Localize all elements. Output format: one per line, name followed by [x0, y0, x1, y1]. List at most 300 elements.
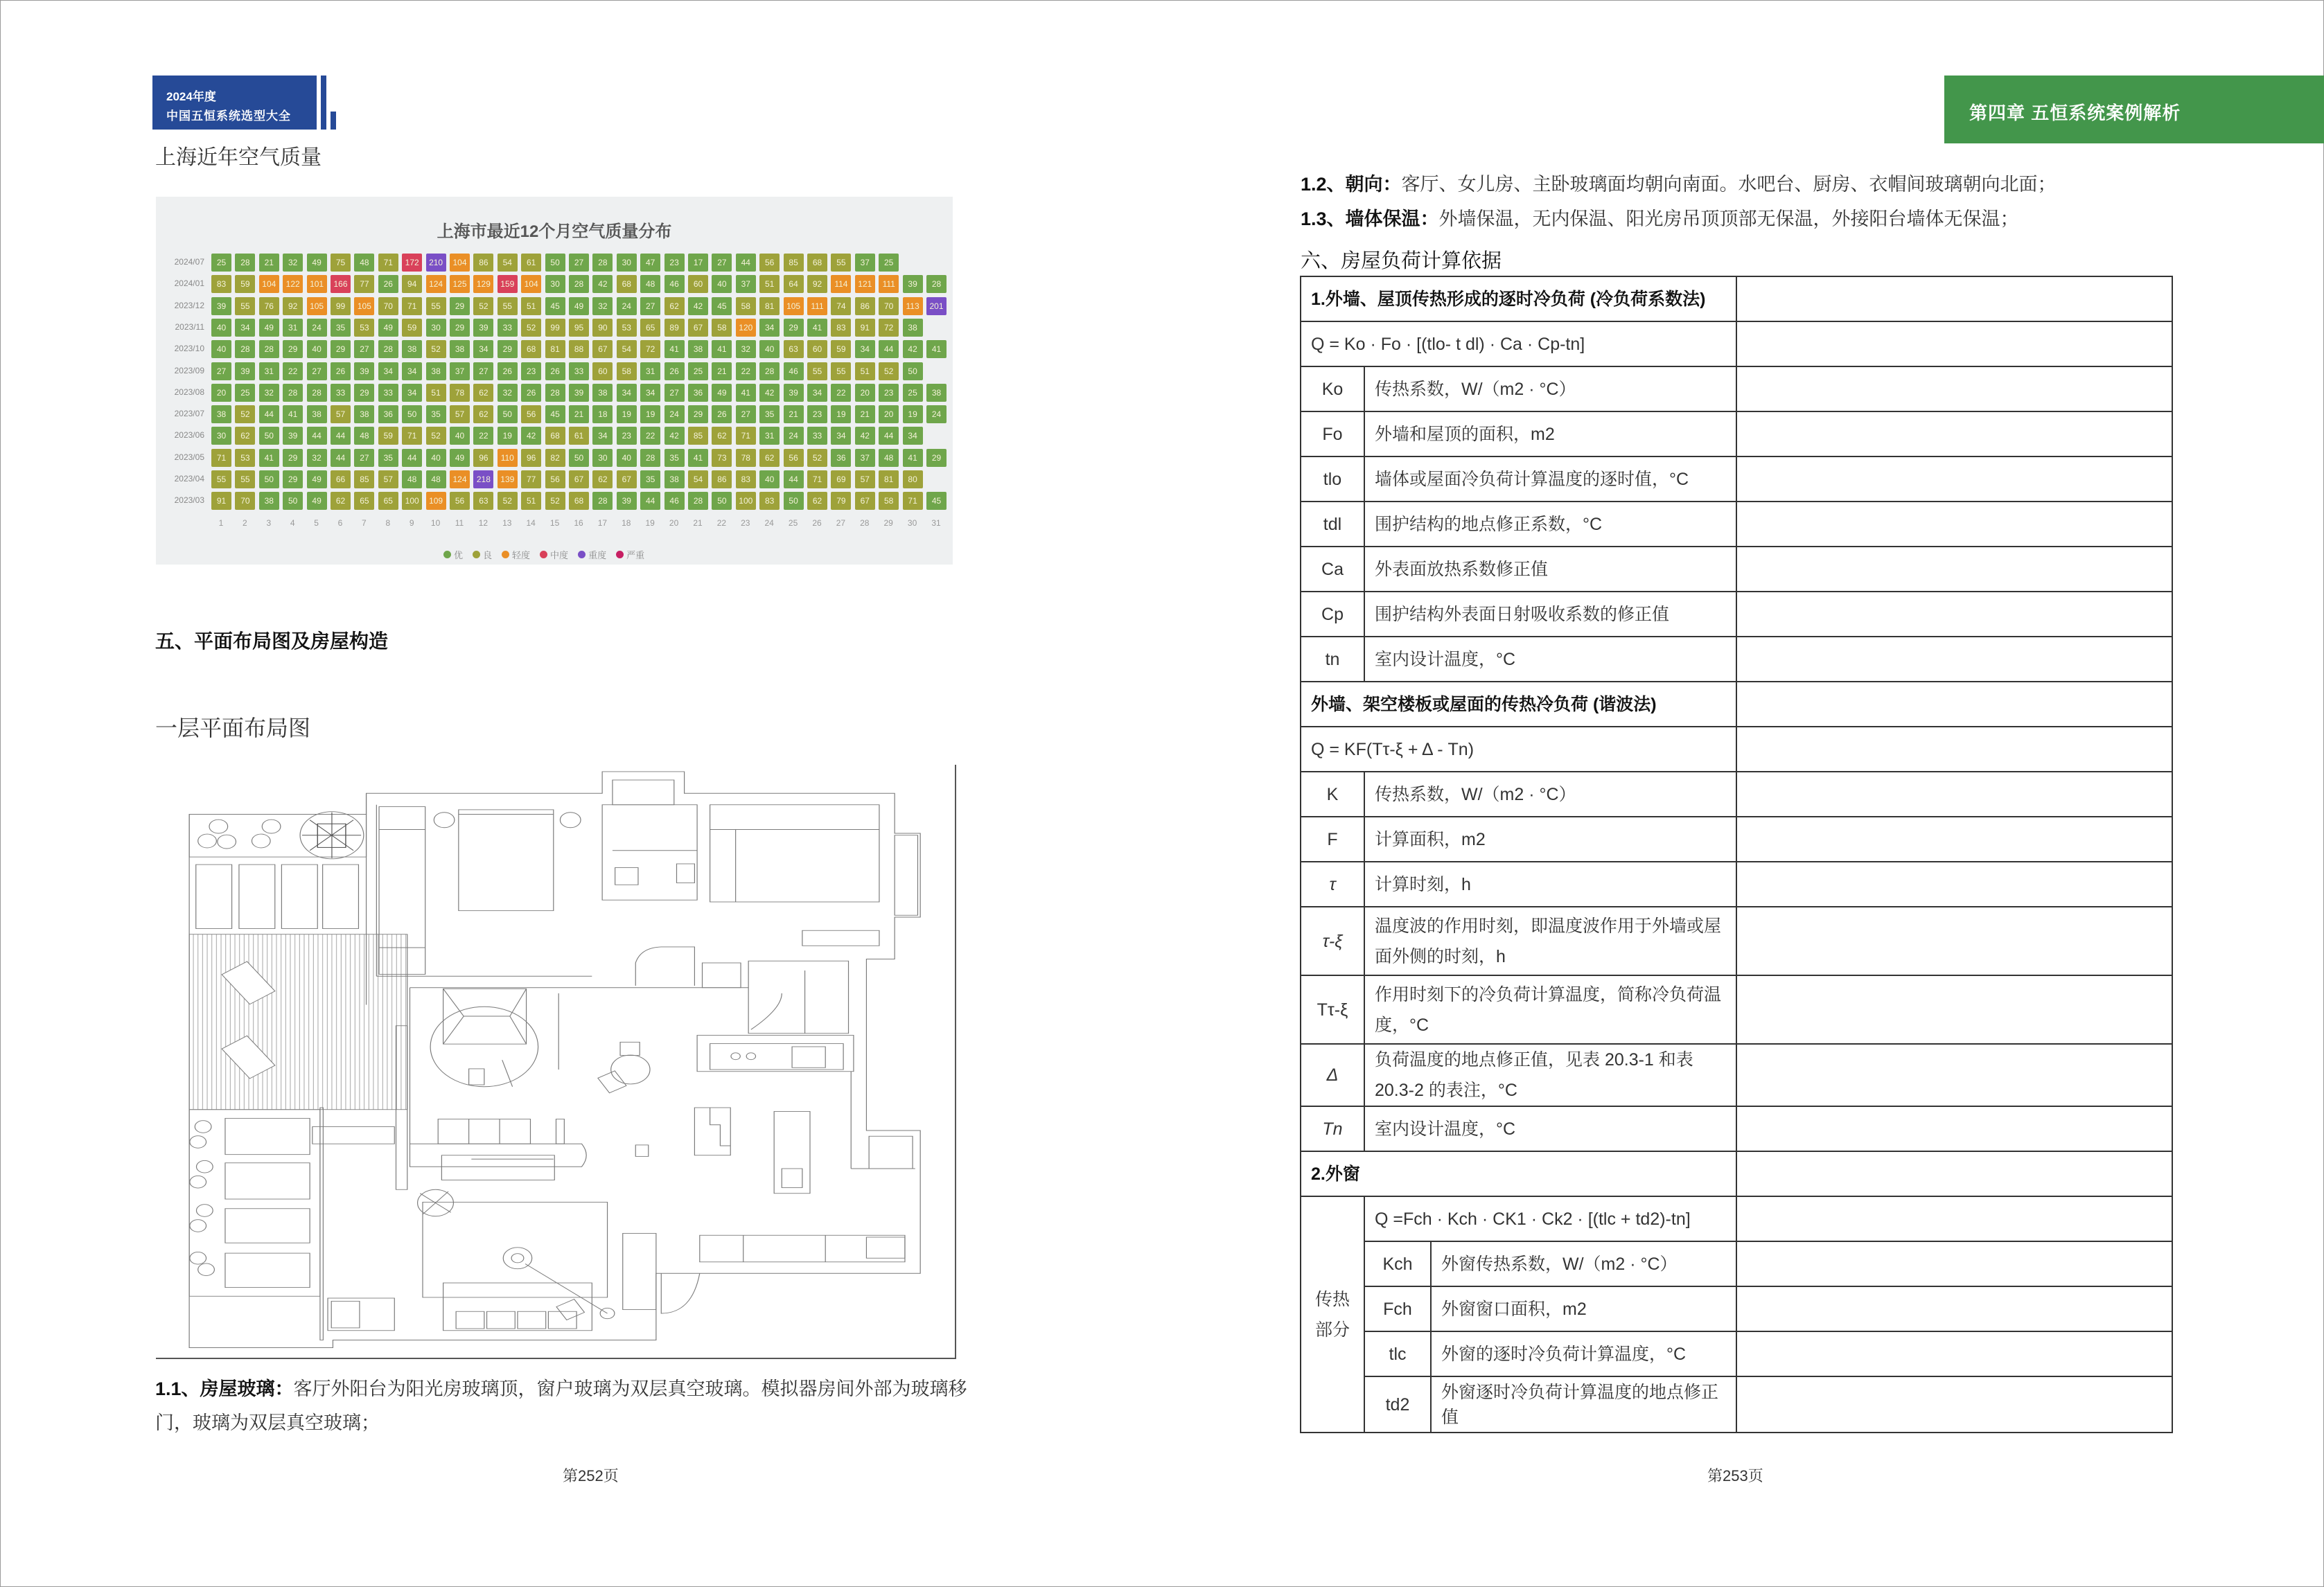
- paragraph-text-line2: 门，玻璃为双层真空玻璃；: [155, 1412, 380, 1433]
- heatmap-cell: 109: [426, 492, 446, 510]
- heatmap-cell: 51: [855, 362, 875, 380]
- heatmap-cell: 34: [617, 384, 637, 402]
- heatmap-cell: 40: [759, 470, 780, 488]
- symbol-cell: Fo: [1301, 411, 1364, 456]
- heatmap-cell: 79: [831, 492, 851, 510]
- symbol-cell: Δ: [1301, 1044, 1364, 1106]
- legend-label: 严重: [626, 550, 645, 560]
- description-cell: 墙体或屋面冷负荷计算温度的逐时值，°C: [1364, 456, 1736, 502]
- heatmap-cell: 21: [259, 254, 279, 272]
- heatmap-cell: 57: [450, 405, 470, 423]
- symbol-cell: K: [1301, 772, 1364, 817]
- heatmap-cell: 37: [855, 449, 875, 467]
- heatmap-cell: 71: [903, 492, 923, 510]
- x-tick-label: 2: [243, 517, 247, 528]
- legend-dot-icon: [578, 551, 586, 558]
- heatmap-cell: 49: [378, 319, 398, 337]
- table-row: [1301, 592, 2172, 637]
- x-tick-label: 8: [385, 517, 391, 528]
- heatmap-cell: 105: [307, 297, 327, 315]
- heatmap-cell: 52: [235, 405, 255, 423]
- legend-label: 重度: [588, 550, 607, 560]
- heatmap-cell: 38: [354, 405, 374, 423]
- heatmap-cell: 32: [259, 384, 279, 402]
- heatmap-cell: 95: [569, 319, 589, 337]
- heatmap-cell: 96: [521, 449, 541, 467]
- heatmap-cell: 71: [402, 297, 422, 315]
- heatmap-cell: 201: [926, 297, 947, 315]
- heatmap-cell: 62: [235, 427, 255, 445]
- heatmap-cell: 28: [592, 492, 613, 510]
- heatmap-cell: 56: [784, 449, 804, 467]
- x-tick-label: 4: [290, 517, 295, 528]
- heatmap-cell: 41: [926, 340, 947, 358]
- heatmap-cell: 46: [664, 492, 685, 510]
- heatmap-cell: 29: [498, 340, 518, 358]
- heatmap-cell: 81: [879, 470, 899, 488]
- symbol-cell: Cp: [1301, 592, 1364, 637]
- heatmap-cell: 81: [545, 340, 565, 358]
- heatmap-cell: 55: [831, 254, 851, 272]
- heatmap-cell: 24: [664, 405, 685, 423]
- heatmap-cell: 172: [402, 254, 422, 272]
- x-tick-label: 30: [907, 517, 917, 528]
- empty-value-cell: [1736, 862, 2172, 907]
- heatmap-cell: 88: [569, 340, 589, 358]
- heatmap-cell: 58: [712, 319, 732, 337]
- x-tick-label: 31: [931, 517, 941, 528]
- heatmap-cell: 27: [736, 405, 756, 423]
- heatmap-cell: 58: [879, 492, 899, 510]
- heatmap-cell: 113: [903, 297, 923, 315]
- description-cell: 外窗传热系数，W/（m2 · °C）: [1431, 1241, 1736, 1286]
- kitchen-counter: [697, 1036, 854, 1072]
- heatmap-cell: 44: [879, 340, 899, 358]
- heatmap-cell: 28: [759, 362, 780, 380]
- heatmap-cell: 17: [688, 254, 708, 272]
- x-tick-label: 10: [430, 517, 441, 528]
- heatmap-cell: 111: [807, 297, 827, 315]
- heatmap-cell: 62: [759, 449, 780, 467]
- table-row: [1301, 321, 2172, 366]
- x-tick-label: 7: [362, 517, 367, 528]
- heatmap-cell: 71: [807, 470, 827, 488]
- heatmap-cell: 48: [354, 254, 374, 272]
- heatmap-cell: 27: [354, 449, 374, 467]
- heatmap-cell: 46: [664, 275, 685, 293]
- banner-decor-bar: [321, 76, 326, 130]
- group-label-cell: 传热部分: [1301, 1196, 1364, 1433]
- heatmap-cell: 19: [903, 405, 923, 423]
- heatmap-cell: 83: [736, 470, 756, 488]
- heatmap-cell: 49: [450, 449, 470, 467]
- x-tick-label: 27: [836, 517, 846, 528]
- section6-heading: 六、房屋负荷计算依据: [1301, 250, 1502, 272]
- heatmap-cell: 27: [211, 362, 231, 380]
- empty-value-cell: [1736, 817, 2172, 862]
- table-row: [1301, 411, 2172, 456]
- heatmap-cell: 99: [545, 319, 565, 337]
- wood-deck: [189, 934, 407, 1110]
- heatmap-cell: 37: [736, 275, 756, 293]
- table-row: [1301, 907, 2172, 975]
- heatmap-cell: 73: [712, 449, 732, 467]
- heatmap-cell: 71: [736, 427, 756, 445]
- heatmap-cell: 78: [450, 384, 470, 402]
- heatmap-cell: 23: [617, 427, 637, 445]
- heatmap-cell: 26: [521, 384, 541, 402]
- heatmap-cell: 23: [879, 384, 899, 402]
- heatmap-cell: 50: [498, 405, 518, 423]
- heatmap-cell: 44: [640, 492, 660, 510]
- empty-value-cell: [1736, 727, 2172, 772]
- heatmap-cell: 68: [569, 492, 589, 510]
- heatmap-cell: 42: [903, 340, 923, 358]
- heatmap-cell: 26: [545, 362, 565, 380]
- heatmap-cell: 89: [664, 319, 685, 337]
- heatmap-cell: 26: [498, 362, 518, 380]
- heatmap-cell: 124: [426, 275, 446, 293]
- table-row: [1301, 1331, 2172, 1376]
- heatmap-cell: 23: [807, 405, 827, 423]
- heatmap-cell: 28: [259, 340, 279, 358]
- heatmap-cell: 45: [926, 492, 947, 510]
- heatmap-cell: 45: [712, 297, 732, 315]
- description-cell: 传热系数，W/（m2 · °C）: [1364, 366, 1736, 411]
- heatmap-cell: 85: [354, 470, 374, 488]
- table-row: [1301, 1196, 2172, 1241]
- heatmap-cell: 28: [545, 384, 565, 402]
- load-calculation-table: [1300, 276, 2173, 1433]
- table-row: [1301, 1241, 2172, 1286]
- heatmap-cell: 62: [807, 492, 827, 510]
- book-year: 2024年度: [166, 90, 216, 103]
- table-row: [1301, 862, 2172, 907]
- legend-item: [540, 548, 568, 561]
- heatmap-cell: 83: [831, 319, 851, 337]
- x-tick-label: 3: [266, 517, 272, 528]
- heatmap-cell: 35: [331, 319, 351, 337]
- heatmap-cell: 62: [473, 384, 493, 402]
- heatmap-cell: 52: [426, 427, 446, 445]
- legend-label: 轻度: [512, 550, 531, 560]
- table-row: [1301, 276, 2172, 321]
- heatmap-cell: 29: [354, 384, 374, 402]
- x-tick-label: 21: [693, 517, 703, 528]
- heatmap-cell: 52: [545, 492, 565, 510]
- heatmap-cell: 29: [450, 319, 470, 337]
- description-cell: 围护结构外表面日射吸收系数的修正值: [1364, 592, 1736, 637]
- heatmap-cell: 50: [402, 405, 422, 423]
- heatmap-cell: 50: [283, 492, 303, 510]
- heatmap-cell: 33: [807, 427, 827, 445]
- heatmap-cell: 32: [736, 340, 756, 358]
- heatmap-cell: 36: [378, 405, 398, 423]
- description-cell: 围护结构的地点修正系数，°C: [1364, 502, 1736, 547]
- heatmap-cell: 29: [926, 449, 947, 467]
- heatmap-cell: 38: [402, 340, 422, 358]
- row-label: 2023/03: [174, 495, 204, 506]
- heatmap-cell: 32: [283, 254, 303, 272]
- empty-value-cell: [1736, 637, 2172, 682]
- table-row: [1301, 502, 2172, 547]
- heatmap-cell: 71: [378, 254, 398, 272]
- heatmap-cell: 55: [426, 297, 446, 315]
- heatmap-cell: 28: [307, 384, 327, 402]
- row-label: 2024/01: [174, 278, 204, 289]
- heatmap-cell: 51: [521, 492, 541, 510]
- description-cell: 外窗逐时冷负荷计算温度的地点修正值: [1431, 1376, 1736, 1433]
- heatmap-cell: 32: [498, 384, 518, 402]
- legend-label: 优: [454, 550, 464, 560]
- table-row: [1301, 682, 2172, 727]
- heatmap-cell: 20: [855, 384, 875, 402]
- heatmap-cell: 78: [736, 449, 756, 467]
- symbol-cell: Ca: [1301, 547, 1364, 592]
- heatmap-cell: 42: [592, 275, 613, 293]
- heatmap-cell: 50: [545, 254, 565, 272]
- heatmap-cell: 28: [378, 340, 398, 358]
- heatmap-cell: 27: [712, 254, 732, 272]
- empty-value-cell: [1736, 1376, 2172, 1433]
- symbol-cell: F: [1301, 817, 1364, 862]
- heatmap-cell: 30: [545, 275, 565, 293]
- heatmap-cell: 40: [450, 427, 470, 445]
- empty-value-cell: [1736, 502, 2172, 547]
- heatmap-cell: 74: [831, 297, 851, 315]
- heatmap-cell: 104: [450, 254, 470, 272]
- heatmap-cell: 38: [426, 362, 446, 380]
- heatmap-cell: 44: [259, 405, 279, 423]
- heatmap-cell: 25: [903, 384, 923, 402]
- empty-value-cell: [1736, 975, 2172, 1044]
- heatmap-cell: 31: [259, 362, 279, 380]
- row-label: 2023/11: [175, 321, 204, 332]
- heatmap-cell: 40: [307, 340, 327, 358]
- x-tick-label: 14: [526, 517, 536, 528]
- page-number-right: 第253页: [1707, 1467, 1763, 1484]
- symbol-cell: Kch: [1364, 1241, 1431, 1286]
- heatmap-cell: 86: [473, 254, 493, 272]
- heatmap-cell: 39: [903, 275, 923, 293]
- empty-value-cell: [1736, 1151, 2172, 1196]
- symbol-cell: tlo: [1301, 456, 1364, 502]
- symbol-cell: τ: [1301, 862, 1364, 907]
- heatmap-cell: 20: [211, 384, 231, 402]
- heatmap-cell: 70: [378, 297, 398, 315]
- heatmap-cell: 72: [879, 319, 899, 337]
- heatmap-cell: 68: [617, 275, 637, 293]
- heatmap-cell: 47: [640, 254, 660, 272]
- legend-item: [443, 548, 463, 561]
- heatmap-cell: 50: [784, 492, 804, 510]
- table-row: [1301, 1044, 2172, 1106]
- section-header-cell: 外墙、架空楼板或屋面的传热冷负荷 (谐波法): [1301, 682, 1736, 727]
- chart-legend: [443, 548, 644, 561]
- heatmap-cell: 63: [473, 492, 493, 510]
- heatmap-cell: 67: [688, 319, 708, 337]
- heatmap-cell: 38: [664, 470, 685, 488]
- heatmap-cell: 42: [759, 384, 780, 402]
- floorplan-heading: 一层平面布局图: [155, 716, 311, 741]
- legend-item: [502, 548, 530, 561]
- heatmap-cell: 34: [402, 362, 422, 380]
- paragraph-label: 1.3、墙体保温：: [1301, 209, 1439, 229]
- symbol-cell: Tτ-ξ: [1301, 975, 1364, 1044]
- heatmap-cell: 44: [307, 427, 327, 445]
- legend-item: [473, 548, 492, 561]
- heatmap-cell: 120: [736, 319, 756, 337]
- heatmap-cell: 39: [211, 297, 231, 315]
- legend-item: [616, 548, 644, 561]
- heatmap-cell: 28: [283, 384, 303, 402]
- heatmap-cell: 28: [235, 340, 255, 358]
- description-cell: 外窗的逐时冷负荷计算温度，°C: [1431, 1331, 1736, 1376]
- heatmap-cell: 44: [331, 449, 351, 467]
- heatmap-cell: 29: [283, 449, 303, 467]
- heatmap-cell: 51: [521, 297, 541, 315]
- chapter-title: 第四章 五恒系统案例解析: [1969, 103, 2181, 123]
- heatmap-cell: 71: [402, 427, 422, 445]
- x-tick-label: 22: [716, 517, 727, 528]
- heatmap-cell: 68: [521, 340, 541, 358]
- legend-dot-icon: [616, 551, 624, 558]
- heatmap-cell: 54: [498, 254, 518, 272]
- heatmap-cell: 62: [592, 470, 613, 488]
- section-header-cell: 2.外窗: [1301, 1151, 1736, 1196]
- x-tick-label: 26: [812, 517, 822, 528]
- heatmap-cell: 21: [712, 362, 732, 380]
- description-cell: 外表面放热系数修正值: [1364, 547, 1736, 592]
- symbol-cell: Ko: [1301, 366, 1364, 411]
- heatmap-cell: 60: [592, 362, 613, 380]
- heatmap-cell: 92: [807, 275, 827, 293]
- empty-value-cell: [1736, 456, 2172, 502]
- heatmap-cell: 41: [807, 319, 827, 337]
- paragraph-house-glass: [155, 1372, 1049, 1440]
- garden-planter: [189, 815, 366, 858]
- heatmap-cell: 111: [879, 275, 899, 293]
- heatmap-cell: 44: [736, 254, 756, 272]
- page-number-left: 第252页: [563, 1467, 619, 1484]
- x-tick-label: 5: [314, 517, 319, 528]
- symbol-cell: td2: [1364, 1376, 1431, 1433]
- heatmap-cell: 41: [712, 340, 732, 358]
- heatmap-cell: 218: [473, 470, 493, 488]
- chapter-banner: [1944, 76, 2324, 143]
- heatmap-cell: 48: [640, 275, 660, 293]
- heatmap-cell: 50: [259, 427, 279, 445]
- heatmap-cell: 33: [331, 384, 351, 402]
- heatmap-cell: 99: [331, 297, 351, 315]
- x-tick-label: 29: [883, 517, 893, 528]
- heatmap-cell: 52: [498, 492, 518, 510]
- x-tick-label: 24: [764, 517, 774, 528]
- heatmap-cell: 28: [592, 254, 613, 272]
- heatmap-cell: 114: [831, 275, 851, 293]
- row-label: 2024/07: [174, 257, 204, 267]
- description-cell: 室内设计温度，°C: [1364, 1106, 1736, 1151]
- heatmap-cell: 27: [640, 297, 660, 315]
- heatmap-cell: 28: [235, 254, 255, 272]
- heatmap-cell: 51: [426, 384, 446, 402]
- heatmap-cell: 62: [331, 492, 351, 510]
- row-label: 2023/12: [174, 300, 204, 310]
- heatmap-cell: 75: [331, 254, 351, 272]
- x-tick-label: 20: [669, 517, 679, 528]
- heatmap-cell: 68: [807, 254, 827, 272]
- heatmap-cell: 122: [283, 275, 303, 293]
- heatmap-cell: 44: [879, 427, 899, 445]
- x-tick-label: 16: [574, 517, 583, 528]
- plan-frame-right: [955, 765, 956, 1359]
- symbol-cell: τ-ξ: [1301, 907, 1364, 975]
- heatmap-cell: 104: [521, 275, 541, 293]
- heatmap-cell: 40: [211, 340, 231, 358]
- air-quality-heatmap: [156, 197, 953, 565]
- legend-dot-icon: [443, 551, 451, 558]
- heatmap-cell: 104: [259, 275, 279, 293]
- heatmap-cell: 49: [307, 470, 327, 488]
- heatmap-cell: 50: [903, 362, 923, 380]
- heatmap-cell: 30: [211, 427, 231, 445]
- symbol-cell: tdl: [1301, 502, 1364, 547]
- heatmap-cell: 69: [831, 470, 851, 488]
- heatmap-cell: 20: [879, 405, 899, 423]
- heatmap-cell: 44: [331, 427, 351, 445]
- heatmap-cell: 26: [664, 362, 685, 380]
- paragraph-label: 1.1、房屋玻璃：: [155, 1378, 294, 1399]
- empty-value-cell: [1736, 1286, 2172, 1331]
- description-cell: 外窗窗口面积，m2: [1431, 1286, 1736, 1331]
- heatmap-cell: 37: [450, 362, 470, 380]
- paragraph-text: 客厅、女儿房、主卧玻璃面均朝向南面。水吧台、厨房、衣帽间玻璃朝向北面；: [1401, 174, 2057, 195]
- heatmap-cell: 28: [688, 492, 708, 510]
- bathroom: [602, 805, 697, 901]
- heatmap-cell: 34: [640, 384, 660, 402]
- heatmap-cell: 105: [354, 297, 374, 315]
- heatmap-cell: 59: [831, 340, 851, 358]
- heatmap-cell: 81: [759, 297, 780, 315]
- heatmap-cell: 21: [784, 405, 804, 423]
- heatmap-cell: 34: [807, 384, 827, 402]
- paragraph-text: 客厅外阳台为阳光房玻璃顶，窗户玻璃为双层真空玻璃。模拟器房间外部为玻璃移: [293, 1378, 967, 1399]
- description-cell: 负荷温度的地点修正值，见表 20.3-1 和表 20.3-2 的表注，°C: [1364, 1044, 1736, 1106]
- heatmap-cell: 57: [378, 470, 398, 488]
- x-tick-label: 28: [860, 517, 870, 528]
- heatmap-cell: 52: [473, 297, 493, 315]
- paragraph-wall-insulation: [1301, 202, 2019, 236]
- heatmap-cell: 57: [331, 405, 351, 423]
- heatmap-cell: 125: [450, 275, 470, 293]
- banner-decor-bar-short: [331, 112, 336, 130]
- paragraph-text: 外墙保温，无内保温、阳光房吊顶顶部无保温，外接阳台墙体无保温；: [1438, 209, 2019, 229]
- tree-icon: [300, 812, 364, 859]
- heatmap-cell: 53: [354, 319, 374, 337]
- empty-value-cell: [1736, 1196, 2172, 1241]
- paragraph-label: 1.2、朝向：: [1301, 174, 1402, 195]
- heatmap-cell: 39: [354, 362, 374, 380]
- heatmap-cell: 29: [331, 340, 351, 358]
- empty-value-cell: [1736, 682, 2172, 727]
- heatmap-cell: 71: [211, 449, 231, 467]
- heatmap-cell: 50: [569, 449, 589, 467]
- heatmap-cell: 61: [521, 254, 541, 272]
- x-tick-label: 13: [502, 517, 512, 528]
- heatmap-cell: 210: [426, 254, 446, 272]
- heatmap-cell: 49: [259, 319, 279, 337]
- heatmap-cell: 62: [712, 427, 732, 445]
